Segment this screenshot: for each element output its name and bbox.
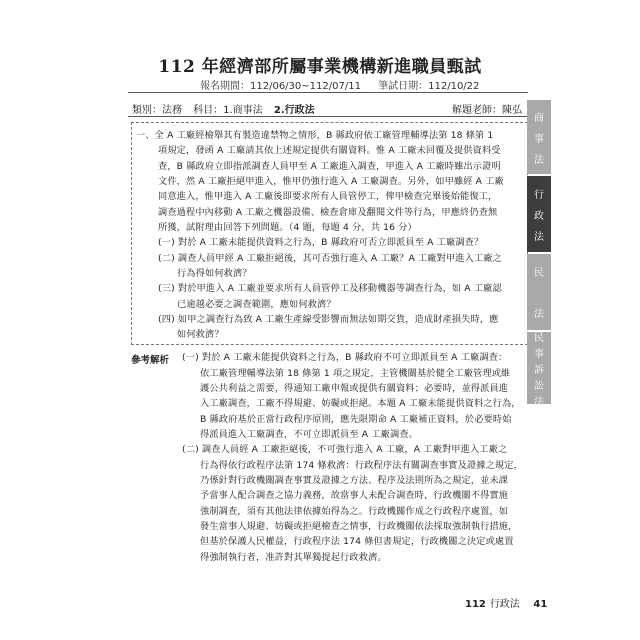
- answer-line: 入工廠調查，工廠不得規避、妨礙或拒絕。本題 A 工廠未能提供資料之行為，: [200, 398, 521, 409]
- answer-line: (一) 對於 A 工廠未能提供資料之行為，B 縣政府不可立即派員至 A 工廠調查：: [182, 352, 508, 363]
- answer-line: (二) 調查人員經 A 工廠拒絕後，不可強行進入 A 工廠，A 工廠對甲進入工廠之: [182, 444, 508, 455]
- header-divider: [128, 92, 528, 93]
- current-subject: 2.行政法: [273, 105, 315, 116]
- question-line: 同意進入，惟甲進入 A 工廠後即要求所有人員管停工，俾甲檢查完畢後始能復工，: [158, 191, 498, 202]
- exam-date: 筆試日期：112/10/22: [378, 81, 480, 92]
- author-label: 解題老師：陳弘: [452, 105, 522, 116]
- subject-label: 科目：1.商事法: [193, 105, 263, 116]
- question-line: (一) 對於 A 工廠未能提供資料之行為，B 縣政府可否立即派員至 A 工廠調查？: [158, 237, 484, 248]
- exam-dates: [200, 77, 493, 92]
- tab-char: 法: [534, 231, 544, 243]
- answer-line: 依工廠管理輔導法第 18 條第 1 項之規定，主管機關基於健全工廠管理或維: [200, 368, 511, 379]
- tab-char: 事: [534, 133, 544, 145]
- tab-civil-law[interactable]: [527, 254, 551, 330]
- question-line: (四) 如甲之調查行為致 A 工廠生產線受影響而無法如期交貨，造成財產損失時，應: [158, 314, 499, 325]
- tab-char: 政: [534, 210, 544, 222]
- answer-line: 但基於保護人民權益，行政程序法 174 條但書規定，行政機關之決定或處置: [200, 536, 514, 547]
- tab-char: 事: [534, 348, 544, 360]
- question-line: 所獲，試附理由回答下列問題。（4 題，每題 4 分，共 16 分）: [158, 222, 417, 233]
- answer-line: 發生當事人規避、妨礙或拒絕檢查之情事，行政機關依法採取強制執行措施，: [200, 521, 518, 532]
- question-line: 文件，然 A 工廠拒絕甲進入，惟甲仍強行進入 A 工廠調查。另外，如甲雖經 A 工廠: [158, 176, 504, 187]
- footer-number: 112: [465, 599, 486, 610]
- tab-char: 民: [534, 268, 544, 279]
- question-line: 如何救濟？: [177, 329, 224, 340]
- tab-char: 法: [534, 309, 544, 320]
- registration-period: 報名期間：112/06/30~112/07/11: [200, 81, 361, 92]
- question-line: 一、全 A 工廠經檢舉其有製造違禁物之情形，B 縣政府依工廠管理輔導法第 18 條第 1: [136, 130, 494, 141]
- question-line: 調查過程中內移動 A 工廠之機器設備、檢查倉庫及翻閱文件等行為，甲應終仍查無: [158, 207, 498, 218]
- question-line: 查，B 縣政府立即指派調查人員甲至 A 工廠進入調查，甲進入 A 工廠時雖出示證明: [158, 161, 501, 172]
- tab-administrative-law[interactable]: [527, 176, 551, 252]
- meta-divider: [128, 116, 528, 117]
- tab-char: 法: [534, 396, 544, 408]
- answer-line: 護公共利益之需要，得通知工廠申報或提供有關資料；必要時，並得派員進: [200, 383, 509, 394]
- page-number: 41: [533, 599, 548, 610]
- exam-meta: [132, 101, 323, 116]
- page-footer: [465, 595, 551, 610]
- question-line: 行為得如何救濟？: [177, 268, 252, 279]
- answer-line: 得派員進入工廠調查，不可立即派員至 A 工廠調查。: [200, 429, 418, 440]
- answer-line: 行為得依行政程序法第 174 條救濟：行政程序法有關調查事實及證據之規定，: [200, 460, 523, 471]
- tab-char: 訴: [534, 364, 544, 376]
- tab-commercial-law[interactable]: [527, 100, 551, 174]
- answer-line: 強制調查，須有其他法律依據始得為之。行政機關作成之行政程序處置，如: [200, 506, 509, 517]
- exam-title: 112 年經濟部所屬事業機構新進職員甄試: [158, 57, 482, 77]
- tab-char: 訟: [534, 380, 544, 392]
- tab-char: 商: [534, 112, 544, 124]
- tab-char: 民: [534, 332, 544, 344]
- question-line: 已逾越必要之調查範圍，應如何救濟？: [177, 299, 336, 310]
- answer-line: 得強制執行者，准許對其單獨提起行政救濟。: [200, 552, 387, 563]
- footer-subject: 行政法: [489, 599, 520, 610]
- tab-char: 法: [534, 154, 544, 166]
- answer-label: 參考解析: [131, 355, 170, 366]
- question-line: (三) 對於甲進入 A 工廠並要求所有人員管停工及移動機器等調查行為，如 A 工廠認: [158, 283, 502, 294]
- answer-line: 予當事人配合調查之協力義務，故當事人未配合調查時，行政機關不得實施: [200, 490, 509, 501]
- answer-line: 乃係針對行政機關調查事實及證據之方法、程序及法則所為之規定，並未課: [200, 475, 509, 486]
- question-line: 項規定，發函 A 工廠請其依上述規定提供有關資料。惟 A 工廠未回覆及提供資料受: [158, 145, 501, 156]
- answer-line: B 縣政府基於正當行政程序原則，應先限期命 A 工廠補正資料，於必要時始: [200, 414, 512, 425]
- category-label: 類別：法務: [132, 105, 182, 116]
- question-line: (二) 調查人員甲經 A 工廠拒絕後，其可否強行進入 A 工廠？A 工廠對甲進入工廠之: [158, 253, 502, 264]
- tab-char: 行: [534, 189, 544, 201]
- tab-civil-procedure-law[interactable]: [527, 332, 551, 408]
